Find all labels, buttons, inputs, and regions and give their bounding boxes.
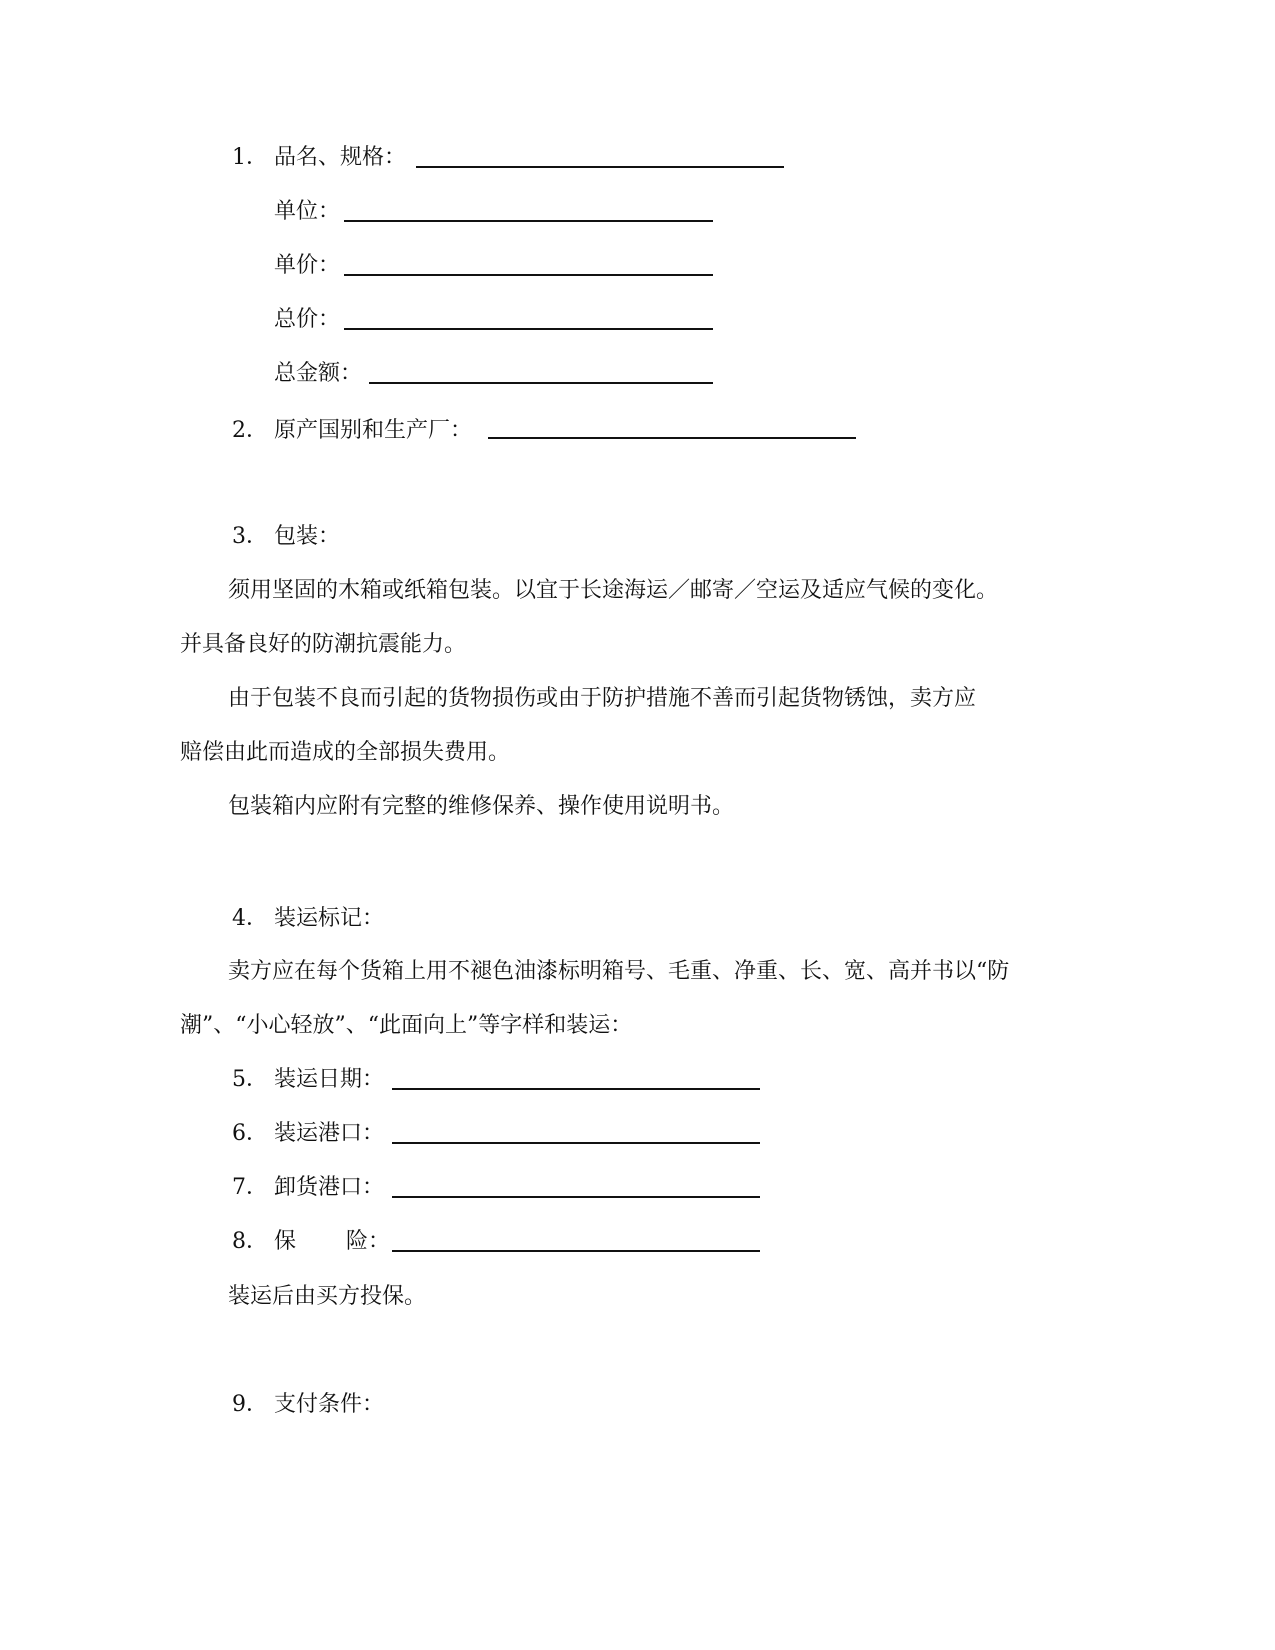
blank-line-product-spec[interactable] [416, 166, 784, 168]
item-number: 2． [232, 418, 268, 443]
blank-line-unit[interactable] [344, 220, 713, 222]
item-label: 包装： [274, 524, 341, 549]
blank-line-insurance[interactable] [392, 1250, 760, 1252]
item-5-row [232, 1065, 384, 1095]
item-label: 装运港口： [274, 1121, 385, 1146]
field-label: 单位： [274, 199, 341, 224]
item-number: 4． [232, 906, 268, 931]
item-7-row [232, 1173, 384, 1203]
item-label: 装运标记： [274, 906, 385, 931]
marking-paragraph-line-1: 卖方应在每个货箱上用不褪色油漆标明箱号、毛重、净重、长、宽、高并书以“防 [228, 959, 1010, 984]
blank-line-total-amount[interactable] [369, 382, 713, 384]
field-label: 总金额： [274, 361, 363, 386]
item-number: 9． [232, 1392, 268, 1417]
item-9-heading [232, 1390, 384, 1420]
field-label: 单价： [274, 253, 341, 278]
blank-line-shipment-date[interactable] [392, 1088, 760, 1090]
item-number: 3． [232, 524, 268, 549]
blank-line-total-price[interactable] [344, 328, 713, 330]
item-4-heading [232, 904, 384, 934]
item-label: 装运日期： [274, 1067, 385, 1092]
insurance-note: 装运后由买方投保。 [228, 1284, 427, 1309]
item-label-part-1: 保 [274, 1229, 297, 1254]
field-label: 总价： [274, 307, 341, 332]
field-row-total-amount [274, 359, 362, 389]
item-number: 6． [232, 1121, 268, 1146]
packing-paragraph-2-line-1: 由于包装不良而引起的货物损伤或由于防护措施不善而引起货物锈蚀，卖方应 [228, 686, 977, 711]
marking-paragraph-line-2: 潮”、“小心轻放”、“此面向上”等字样和装运： [180, 1013, 633, 1038]
item-label-part-2: 险： [346, 1229, 391, 1254]
field-row-unit [274, 197, 340, 227]
blank-line-port-of-discharge[interactable] [392, 1196, 760, 1198]
item-number: 8． [232, 1229, 268, 1254]
field-row-unit-price [274, 251, 340, 281]
item-1-row [232, 143, 406, 173]
item-label: 支付条件： [274, 1392, 385, 1417]
blank-line-origin-manufacturer[interactable] [488, 437, 856, 439]
item-3-heading [232, 522, 340, 552]
packing-paragraph-2-line-2: 赔偿由此而造成的全部损失费用。 [180, 740, 511, 765]
item-number: 7． [232, 1175, 268, 1200]
item-label: 品名、规格： [274, 145, 407, 170]
item-label: 原产国别和生产厂： [274, 418, 473, 443]
item-number: 1． [232, 145, 268, 170]
blank-line-unit-price[interactable] [344, 274, 713, 276]
item-2-row [232, 416, 472, 446]
field-row-total-price [274, 305, 340, 335]
item-number: 5． [232, 1067, 268, 1092]
item-8-row [232, 1227, 390, 1257]
item-6-row [232, 1119, 384, 1149]
packing-paragraph-1-line-1: 须用坚固的木箱或纸箱包装。以宜于长途海运／邮寄／空运及适应气候的变化。 [228, 578, 999, 603]
packing-paragraph-1-line-2: 并具备良好的防潮抗震能力。 [180, 632, 467, 657]
packing-paragraph-3: 包装箱内应附有完整的维修保养、操作使用说明书。 [228, 794, 735, 819]
item-label: 卸货港口： [274, 1175, 385, 1200]
blank-line-port-of-shipment[interactable] [392, 1142, 760, 1144]
